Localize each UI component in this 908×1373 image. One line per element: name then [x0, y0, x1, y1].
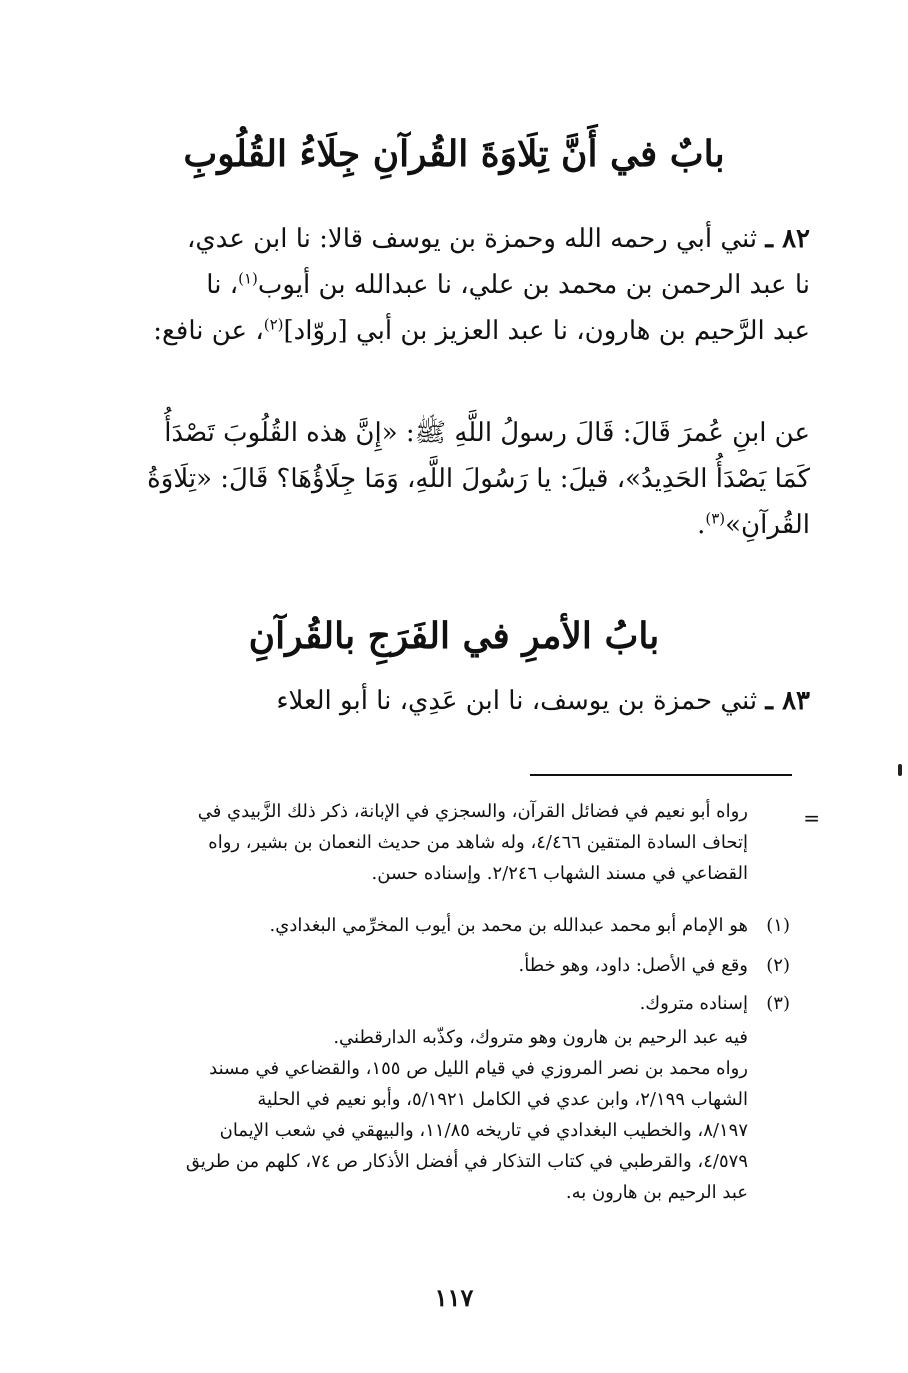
- footnote-ref-2: (٢): [263, 315, 284, 334]
- page-number: ١١٧: [434, 1283, 474, 1312]
- continuation-line: رواه أبو نعيم في فضائل القرآن، والسجزي في الإبانة، ذكر ذلك الزَّبيدي في: [197, 801, 748, 822]
- isnad-line-3: [92, 308, 810, 354]
- hadith-82-isnad: [92, 216, 810, 354]
- footnote-2: [100, 950, 790, 981]
- isnad-line-2-text: نا عبد الرحمن بن محمد بن علي، نا عبدالله بن أيوب: [257, 270, 810, 300]
- matn-line-3-end: .: [697, 510, 706, 540]
- footnote-ref-3: (٣): [705, 509, 726, 528]
- hadith-83-isnad: [92, 678, 810, 724]
- continuation-line: إتحاف السادة المتقين ٤/٤٦٦، وله شاهد من حديث النعمان بن بشير، رواه: [208, 832, 748, 853]
- continuation-mark: =: [803, 806, 820, 830]
- footnote-3-line: ٨/١٩٧، والخطيب البغدادي في تاريخه ١١/٨٥، والبيهقي في شعب الإيمان: [219, 1120, 748, 1141]
- footnote-3: [100, 988, 790, 1019]
- isnad-83-line-1-text: ثني حمزة بن يوسف، نا ابن عَدِي، نا أبو العلاء: [276, 686, 766, 716]
- isnad-line-3-text: عبد الرَّحيم بن هارون، نا عبد العزيز بن أبي [روّاد]: [283, 316, 810, 346]
- footnote-1-marker: (١): [766, 915, 790, 936]
- hadith-number: ٨٢ ـ: [765, 224, 810, 254]
- footnote-1-text: هو الإمام أبو محمد عبدالله بن محمد بن أيوب المخرِّمي البغدادي.: [269, 915, 748, 936]
- isnad-line-1: [92, 216, 810, 262]
- hadith-82-matn: [92, 410, 810, 548]
- matn-line-3: [92, 502, 810, 548]
- footnote-1: [100, 910, 790, 941]
- footnote-3-line: رواه محمد بن نصر المروزي في قيام الليل ص ١٥٥، والقضاعي في مسند: [209, 1058, 748, 1079]
- hadith-number-83: ٨٣ ـ: [765, 686, 810, 716]
- isnad-83-line-1: [92, 678, 810, 724]
- continuation-line: القضاعي في مسند الشهاب ٢/٢٤٦. وإسناده حسن.: [371, 863, 748, 884]
- isnad-line-1-text: ثني أبي رحمه الله وحمزة بن يوسف قالا: نا ابن عدي،: [187, 224, 766, 254]
- chapter-heading-1: بابٌ في أَنَّ تِلَاوَةَ القُرآنِ جِلَاءُ القُلُوبِ: [183, 133, 725, 175]
- footnote-continuation: [92, 796, 748, 889]
- footnote-3-marker: (٣): [766, 993, 790, 1014]
- footnote-3-line: ٤/٥٧٩، والقرطبي في كتاب التذكار في أفضل الأذكار ص ٧٤، كلهم من طريق: [185, 1151, 748, 1172]
- matn-line-1: عن ابنِ عُمرَ قَالَ: قَالَ رسولُ اللَّهِ ﷺ: «إِنَّ هذه القُلُوبَ تَصْدَأُ: [164, 418, 810, 448]
- matn-line-2: كَمَا يَصْدَأُ الحَدِيدُ»، قيلَ: يا رَسُولَ اللَّهِ، وَمَا جِلَاؤُهَا؟ قَالَ: «تِلَاوَةُ: [147, 464, 810, 494]
- page-edge-mark: [898, 764, 902, 776]
- footnote-3-line: عبد الرحيم بن هارون به.: [565, 1182, 748, 1203]
- matn-line-3-text: القُرآنِ»: [725, 510, 810, 540]
- footnote-3-body: [92, 1022, 748, 1208]
- footnote-3-text: إسناده متروك.: [639, 993, 748, 1014]
- footnote-ref-1: (١): [238, 269, 258, 288]
- isnad-line-3-end: ، عن نافع:: [153, 316, 264, 346]
- footnote-3-line: فيه عبد الرحيم بن هارون وهو متروك، وكذّبه الدارقطني.: [333, 1027, 748, 1048]
- footnote-separator: [530, 774, 792, 776]
- footnote-3-line: الشهاب ٢/١٩٩، وابن عدي في الكامل ٥/١٩٢١، وأبو نعيم في الحلية: [257, 1089, 748, 1110]
- footnote-2-marker: (٢): [766, 955, 790, 976]
- chapter-heading-2: بابُ الأمرِ في الفَرَجِ بالقُرآنِ: [248, 615, 660, 657]
- footnote-2-text: وقع في الأصل: داود، وهو خطأ.: [518, 955, 748, 976]
- isnad-line-2-end: ، نا: [206, 270, 239, 300]
- isnad-line-2: [92, 262, 810, 308]
